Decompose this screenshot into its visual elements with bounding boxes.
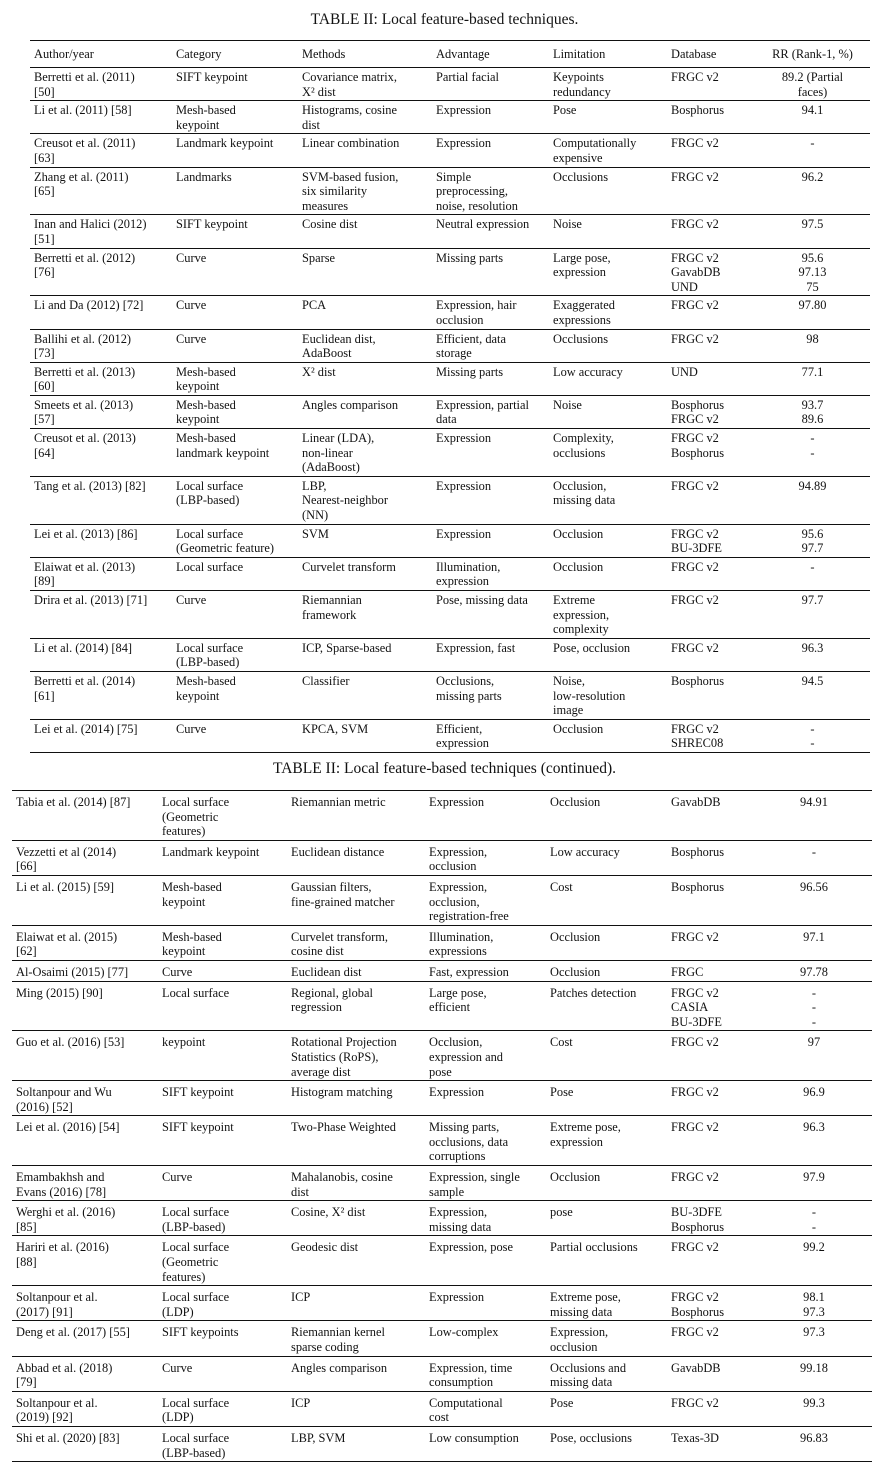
cell-methods: Curvelet transform, cosine dist <box>291 929 389 959</box>
cell-category: Landmarks <box>176 169 232 184</box>
cell-database: Bosphorus <box>671 844 725 859</box>
cell-methods: SVM <box>302 526 329 541</box>
results-table <box>30 40 870 753</box>
cell-advantage: Efficient, data storage <box>436 331 506 361</box>
cell-limitation: Low accuracy <box>553 364 623 379</box>
cell-rr: - <box>810 136 815 151</box>
cell-methods: Angles comparison <box>302 397 399 412</box>
table-row <box>30 248 870 296</box>
cell-category: Curve <box>162 1360 193 1375</box>
cell-author: Zhang et al. (2011) [65] <box>34 169 129 199</box>
cell-database: FRGC <box>671 964 704 979</box>
table-row <box>30 134 870 167</box>
table-row <box>30 671 870 719</box>
cell-category: keypoint <box>162 1035 206 1050</box>
cell-advantage: Partial facial <box>436 70 499 84</box>
cell-category: SIFT keypoint <box>162 1085 234 1100</box>
cell-advantage: Fast, expression <box>429 964 509 979</box>
cell-advantage: Expression <box>436 103 492 118</box>
cell-advantage: Computational cost <box>429 1395 503 1425</box>
cell-methods: Gaussian filters, fine-grained matcher <box>291 879 395 909</box>
cell-methods: Riemannian metric <box>291 795 386 809</box>
cell-database: FRGC v2 <box>671 1325 719 1340</box>
cell-category: Mesh-based keypoint <box>162 879 222 909</box>
table-row <box>12 1356 872 1391</box>
cell-author: Soltanpour et al. (2019) [92] <box>16 1395 98 1425</box>
cell-category: Curve <box>176 721 207 736</box>
cell-rr: 99.18 <box>800 1360 828 1375</box>
cell-author: Berretti et al. (2014) [61] <box>34 673 136 703</box>
cell-author: Elaiwat et al. (2013) [89] <box>34 559 136 589</box>
cell-category: Mesh-based keypoint <box>176 364 236 394</box>
table-row <box>12 1391 872 1426</box>
cell-category: Local surface (Geometric features) <box>162 1240 230 1284</box>
cell-rr: 97.3 <box>803 1325 825 1340</box>
cell-database: Bosphorus <box>671 673 725 688</box>
cell-methods: Sparse <box>302 250 336 265</box>
cell-rr: 96.2 <box>801 169 824 184</box>
cell-methods: Histogram matching <box>291 1085 393 1100</box>
table-row <box>30 719 870 752</box>
cell-limitation: Noise <box>553 397 582 412</box>
cell-advantage: Occlusion, expression and pose <box>429 1035 503 1079</box>
cell-rr: - - <box>810 431 815 460</box>
cell-database: FRGC v2 Bosphorus <box>671 1290 725 1319</box>
cell-category: Local surface <box>162 985 230 1000</box>
cell-methods: Cosine dist <box>302 217 358 232</box>
cell-advantage: Expression <box>436 136 492 151</box>
cell-author: Lei et al. (2013) [86] <box>34 526 138 541</box>
cell-advantage: Expression, single sample <box>429 1170 520 1199</box>
table-row <box>30 68 870 101</box>
cell-category: SIFT keypoint <box>162 1120 234 1135</box>
cell-advantage: Occlusions, missing parts <box>436 673 502 703</box>
cell-advantage: Expression <box>429 795 485 809</box>
cell-category: SIFT keypoints <box>162 1325 239 1340</box>
cell-database: FRGC v2 <box>671 593 719 607</box>
cell-advantage: Missing parts <box>436 250 504 265</box>
cell-rr: - - <box>811 1205 817 1234</box>
cell-category: Curve <box>176 331 207 346</box>
cell-category: Curve <box>176 593 207 607</box>
cell-database: FRGC v2 <box>671 478 719 493</box>
cell-limitation: Occlusion <box>550 964 601 979</box>
cell-methods: Linear combination <box>302 136 400 151</box>
cell-rr: 97.80 <box>798 298 827 313</box>
cell-rr: 95.6 97.7 <box>801 526 824 556</box>
cell-rr: - <box>810 559 815 574</box>
cell-rr: 93.7 89.6 <box>801 397 824 427</box>
cell-advantage: Low consumption <box>429 1430 519 1445</box>
cell-rr: 94.1 <box>801 103 824 118</box>
table-header-row <box>30 41 870 68</box>
table-row <box>30 362 870 395</box>
cell-methods: Cosine, X² dist <box>291 1205 366 1220</box>
cell-database: FRGC v2 <box>671 1240 719 1255</box>
column-header-rr: RR (Rank-1, %) <box>755 41 870 68</box>
cell-category: Local surface (LDP) <box>162 1395 230 1425</box>
cell-limitation: Complexity, occlusions <box>553 431 614 460</box>
table-row <box>12 840 872 875</box>
cell-author: Emambakhsh and Evans (2016) [78] <box>16 1170 107 1199</box>
cell-author: Li and Da (2012) [72] <box>34 298 144 313</box>
cell-advantage: Expression, occlusion <box>429 844 488 874</box>
table-row <box>12 791 872 841</box>
cell-rr: 94.91 <box>800 795 828 809</box>
table-row <box>12 925 872 960</box>
cell-limitation: Pose <box>550 1395 574 1410</box>
column-header-methods: Methods <box>298 41 432 68</box>
cell-database: GavabDB <box>671 1360 721 1375</box>
table-caption-continued: TABLE II: Local feature-based techniques (continued). <box>272 760 617 777</box>
cell-advantage: Efficient, expression <box>436 721 489 751</box>
cell-limitation: Occlusion, missing data <box>553 478 616 508</box>
cell-database: Texas-3D <box>671 1430 719 1445</box>
cell-methods: Rotational Projection Statistics (RoPS), average dist <box>291 1035 397 1079</box>
cell-category: Local surface (LBP-based) <box>176 640 244 670</box>
cell-limitation: Occlusions and missing data <box>550 1360 627 1390</box>
table-row <box>12 1031 872 1081</box>
cell-methods: Riemannian framework <box>302 593 362 622</box>
cell-author: Berretti et al. (2011) [50] <box>34 70 135 99</box>
cell-rr: 99.3 <box>803 1395 825 1410</box>
cell-limitation: Occlusions <box>553 169 609 184</box>
cell-author: Tang et al. (2013) [82] <box>34 478 146 493</box>
cell-methods: Histograms, cosine dist <box>302 103 397 132</box>
table-row <box>30 296 870 329</box>
column-header-advantage: Advantage <box>432 41 549 68</box>
cell-limitation: Pose <box>553 103 577 118</box>
cell-advantage: Expression <box>429 1085 485 1100</box>
cell-methods: Linear (LDA), non-linear (AdaBoost) <box>302 431 375 475</box>
cell-methods: X² dist <box>302 364 336 379</box>
cell-author: Lei et al. (2016) [54] <box>16 1120 120 1135</box>
cell-author: Soltanpour et al. (2017) [91] <box>16 1290 98 1319</box>
cell-database: FRGC v2 BU-3DFE <box>671 526 722 556</box>
table-caption: TABLE II: Local feature-based techniques. <box>310 11 579 28</box>
cell-methods: Curvelet transform <box>302 559 396 574</box>
cell-database: FRGC v2 SHREC08 <box>671 721 724 751</box>
cell-database: FRGC v2 <box>671 70 719 84</box>
cell-limitation: Computationally expensive <box>553 136 637 165</box>
cell-category: Local surface (LBP-based) <box>162 1430 230 1460</box>
cell-advantage: Simple preprocessing, noise, resolution <box>436 169 518 213</box>
cell-advantage: Expression, time consumption <box>429 1360 513 1390</box>
cell-limitation: Exaggerated expressions <box>553 298 615 327</box>
cell-database: Bosphorus <box>671 103 725 118</box>
cell-database: FRGC v2 <box>671 1120 719 1135</box>
cell-author: Berretti et al. (2013) [60] <box>34 364 136 394</box>
cell-rr: 95.6 97.13 75 <box>798 250 827 294</box>
cell-category: Curve <box>176 250 207 265</box>
cell-database: FRGC v2 <box>671 169 719 184</box>
cell-rr: 98.1 97.3 <box>803 1290 825 1319</box>
cell-methods: Mahalanobis, cosine dist <box>291 1170 393 1199</box>
cell-limitation: Occlusions <box>553 331 609 346</box>
table-row <box>30 215 870 248</box>
cell-methods: Geodesic dist <box>291 1240 359 1255</box>
cell-author: Ming (2015) [90] <box>16 985 103 1000</box>
table-row <box>12 960 872 981</box>
cell-rr: 89.2 (Partial faces) <box>781 70 844 99</box>
cell-category: Mesh-based landmark keypoint <box>176 431 270 460</box>
cell-rr: 96.56 <box>800 879 828 894</box>
column-header-database: Database <box>667 41 755 68</box>
cell-limitation: Pose <box>550 1085 574 1100</box>
cell-author: Li et al. (2011) [58] <box>34 103 132 118</box>
cell-author: Creusot et al. (2011) [63] <box>34 136 136 165</box>
cell-advantage: Expression, fast <box>436 640 516 655</box>
table-row <box>30 167 870 215</box>
cell-author: Elaiwat et al. (2015) [62] <box>16 929 118 959</box>
cell-advantage: Expression <box>436 478 492 493</box>
cell-limitation: Patches detection <box>550 985 637 1000</box>
cell-database: FRGC v2 <box>671 331 719 346</box>
table-row <box>12 875 872 925</box>
cell-author: Shi et al. (2020) [83] <box>16 1430 120 1445</box>
cell-methods: Euclidean dist <box>291 964 362 979</box>
cell-rr: 97.9 <box>803 1170 825 1185</box>
cell-limitation: Expression, occlusion <box>550 1325 609 1354</box>
cell-rr: 97.7 <box>801 593 824 607</box>
cell-database: UND <box>671 364 698 379</box>
cell-advantage: Expression, hair occlusion <box>436 298 517 327</box>
cell-database: FRGC v2 <box>671 136 719 151</box>
cell-author: Smeets et al. (2013) [57] <box>34 397 134 427</box>
cell-methods: ICP <box>291 1395 311 1410</box>
cell-category: Mesh-based keypoint <box>176 397 236 427</box>
cell-author: Al-Osaimi (2015) [77] <box>16 964 129 979</box>
cell-rr: - <box>811 844 817 859</box>
cell-category: Mesh-based keypoint <box>176 673 236 703</box>
cell-limitation: Extreme pose, missing data <box>550 1290 621 1319</box>
cell-database: FRGC v2 Bosphorus <box>671 431 725 460</box>
cell-methods: Angles comparison <box>291 1360 388 1375</box>
cell-database: FRGC v2 <box>671 1035 719 1050</box>
cell-category: Mesh-based keypoint <box>162 929 222 959</box>
cell-author: Tabia et al. (2014) [87] <box>16 795 131 809</box>
cell-rr: 99.2 <box>803 1240 825 1255</box>
cell-methods: LBP, SVM <box>291 1430 346 1445</box>
cell-limitation: Keypoints redundancy <box>553 70 611 99</box>
cell-category: SIFT keypoint <box>176 70 248 84</box>
cell-author: Berretti et al. (2012) [76] <box>34 250 136 280</box>
cell-database: Bosphorus <box>671 879 725 894</box>
cell-methods: PCA <box>302 298 327 313</box>
cell-author: Abbad et al. (2018) [79] <box>16 1360 113 1390</box>
cell-methods: Covariance matrix, X² dist <box>302 70 397 99</box>
cell-limitation: Pose, occlusions <box>550 1430 632 1445</box>
cell-methods: Two-Phase Weighted <box>291 1120 396 1135</box>
cell-advantage: Missing parts <box>436 364 504 379</box>
cell-rr: 97.1 <box>803 929 825 944</box>
table-row <box>12 1201 872 1236</box>
cell-author: Soltanpour and Wu (2016) [52] <box>16 1085 112 1114</box>
cell-database: FRGC v2 <box>671 929 719 944</box>
cell-rr: 96.83 <box>800 1430 828 1445</box>
table-row <box>12 1286 872 1321</box>
cell-limitation: Cost <box>550 879 573 894</box>
cell-limitation: Occlusion <box>550 929 601 944</box>
cell-limitation: Extreme pose, expression <box>550 1120 621 1149</box>
cell-methods: Euclidean distance <box>291 844 385 859</box>
cell-rr: 94.5 <box>801 673 824 688</box>
cell-database: FRGC v2 GavabDB UND <box>671 250 721 294</box>
results-table-continued <box>12 790 872 1462</box>
cell-rr: 96.9 <box>803 1085 825 1100</box>
cell-rr: 97 <box>807 1035 821 1050</box>
cell-category: Curve <box>162 1170 193 1185</box>
cell-rr: 97.5 <box>801 217 824 232</box>
cell-advantage: Pose, missing data <box>436 593 528 607</box>
cell-database: FRGC v2 <box>671 1085 719 1100</box>
cell-methods: Classifier <box>302 673 350 688</box>
cell-database: Bosphorus FRGC v2 <box>671 397 725 427</box>
cell-category: Local surface (LBP-based) <box>162 1205 230 1234</box>
cell-methods: Regional, global regression <box>291 985 373 1015</box>
cell-limitation: Noise, low-resolution image <box>553 673 626 718</box>
cell-rr: 96.3 <box>801 640 824 655</box>
cell-limitation: Occlusion <box>553 526 604 541</box>
cell-methods: LBP, Nearest-neighbor (NN) <box>302 478 389 523</box>
cell-category: Local surface (LBP-based) <box>176 478 244 508</box>
cell-author: Lei et al. (2014) [75] <box>34 721 138 736</box>
table-row <box>12 1081 872 1116</box>
cell-database: FRGC v2 <box>671 640 719 655</box>
cell-advantage: Low-complex <box>429 1325 499 1340</box>
cell-author: Ballihi et al. (2012) [73] <box>34 331 132 361</box>
cell-advantage: Expression <box>436 526 492 541</box>
table-row <box>30 591 870 639</box>
cell-database: FRGC v2 <box>671 559 719 574</box>
cell-advantage: Expression, partial data <box>436 397 529 427</box>
cell-methods: ICP, Sparse-based <box>302 640 392 655</box>
cell-limitation: Occlusion <box>553 559 604 574</box>
table-row <box>30 429 870 477</box>
cell-database: GavabDB <box>671 795 721 809</box>
table-row <box>30 557 870 590</box>
cell-author: Vezzetti et al (2014) [66] <box>16 844 117 874</box>
cell-advantage: Neutral expression <box>436 217 530 232</box>
cell-methods: ICP <box>291 1290 311 1305</box>
cell-author: Li et al. (2014) [84] <box>34 640 133 655</box>
cell-limitation: Noise <box>553 217 582 232</box>
cell-author: Guo et al. (2016) [53] <box>16 1035 125 1050</box>
cell-advantage: Missing parts, occlusions, data corruptions <box>429 1120 509 1164</box>
cell-rr: 94.89 <box>798 478 827 493</box>
cell-methods: KPCA, SVM <box>302 721 369 736</box>
cell-database: FRGC v2 <box>671 217 719 232</box>
table-row <box>30 524 870 557</box>
table-row <box>12 1236 872 1286</box>
cell-advantage: Expression <box>429 1290 485 1305</box>
cell-advantage: Expression, pose <box>429 1240 513 1255</box>
cell-limitation: Occlusion <box>550 795 601 809</box>
cell-database: FRGC v2 <box>671 1395 719 1410</box>
cell-category: Landmark keypoint <box>176 136 274 151</box>
cell-limitation: Low accuracy <box>550 844 620 859</box>
cell-rr: 98 <box>806 331 819 346</box>
cell-limitation: Occlusion <box>550 1170 601 1185</box>
cell-limitation: Occlusion <box>553 721 604 736</box>
cell-author: Li et al. (2015) [59] <box>16 879 115 894</box>
cell-rr: 96.3 <box>803 1120 825 1135</box>
cell-database: FRGC v2 CASIA BU-3DFE <box>671 985 722 1029</box>
column-header-limitation: Limitation <box>549 41 667 68</box>
cell-database: FRGC v2 <box>671 1170 719 1185</box>
column-header-category: Category <box>172 41 298 68</box>
cell-author: Inan and Halici (2012) [51] <box>34 217 147 246</box>
cell-rr: 97.78 <box>800 964 828 979</box>
table-row <box>12 1321 872 1356</box>
cell-limitation: pose <box>550 1205 573 1220</box>
cell-methods: Riemannian kernel sparse coding <box>291 1325 385 1354</box>
table-row <box>30 101 870 134</box>
cell-database: BU-3DFE Bosphorus <box>671 1205 725 1234</box>
cell-category: Landmark keypoint <box>162 844 260 859</box>
cell-advantage: Illumination, expression <box>436 559 501 589</box>
cell-category: Mesh-based keypoint <box>176 103 236 132</box>
cell-limitation: Pose, occlusion <box>553 640 631 655</box>
cell-rr: - - <box>810 721 815 751</box>
cell-advantage: Expression, missing data <box>429 1205 492 1234</box>
cell-category: Curve <box>176 298 207 313</box>
cell-category: Curve <box>162 964 193 979</box>
table-row <box>30 395 870 428</box>
cell-advantage: Illumination, expressions <box>429 929 494 959</box>
cell-rr: 77.1 <box>801 364 824 379</box>
cell-author: Werghi et al. (2016) [85] <box>16 1205 116 1234</box>
table-row <box>12 1166 872 1201</box>
table-row <box>12 981 872 1031</box>
cell-advantage: Large pose, efficient <box>429 985 487 1015</box>
cell-advantage: Expression, occlusion, registration-free <box>429 879 509 924</box>
cell-limitation: Partial occlusions <box>550 1240 638 1255</box>
cell-category: Local surface (Geometric feature) <box>176 526 275 556</box>
cell-category: Local surface (LDP) <box>162 1290 230 1319</box>
cell-limitation: Extreme expression, complexity <box>553 593 610 637</box>
cell-category: SIFT keypoint <box>176 217 248 232</box>
cell-database: FRGC v2 <box>671 298 719 313</box>
cell-methods: Euclidean dist, AdaBoost <box>302 331 376 361</box>
column-header-author: Author/year <box>30 41 172 68</box>
table-row <box>12 1426 872 1461</box>
cell-author: Creusot et al. (2013) [64] <box>34 431 136 460</box>
cell-methods: SVM-based fusion, six similarity measures <box>302 169 399 213</box>
cell-category: Local surface <box>176 559 244 574</box>
table-row <box>30 476 870 524</box>
cell-advantage: Expression <box>436 431 492 446</box>
table-row <box>30 638 870 671</box>
table-row <box>30 329 870 362</box>
table-row <box>12 1116 872 1166</box>
cell-author: Deng et al. (2017) [55] <box>16 1325 130 1340</box>
cell-author: Drira et al. (2013) [71] <box>34 593 148 607</box>
cell-author: Hariri et al. (2016) [88] <box>16 1240 109 1270</box>
cell-limitation: Large pose, expression <box>553 250 611 280</box>
cell-limitation: Cost <box>550 1035 573 1050</box>
cell-rr: - - - <box>811 985 817 1029</box>
cell-category: Local surface (Geometric features) <box>162 795 230 839</box>
